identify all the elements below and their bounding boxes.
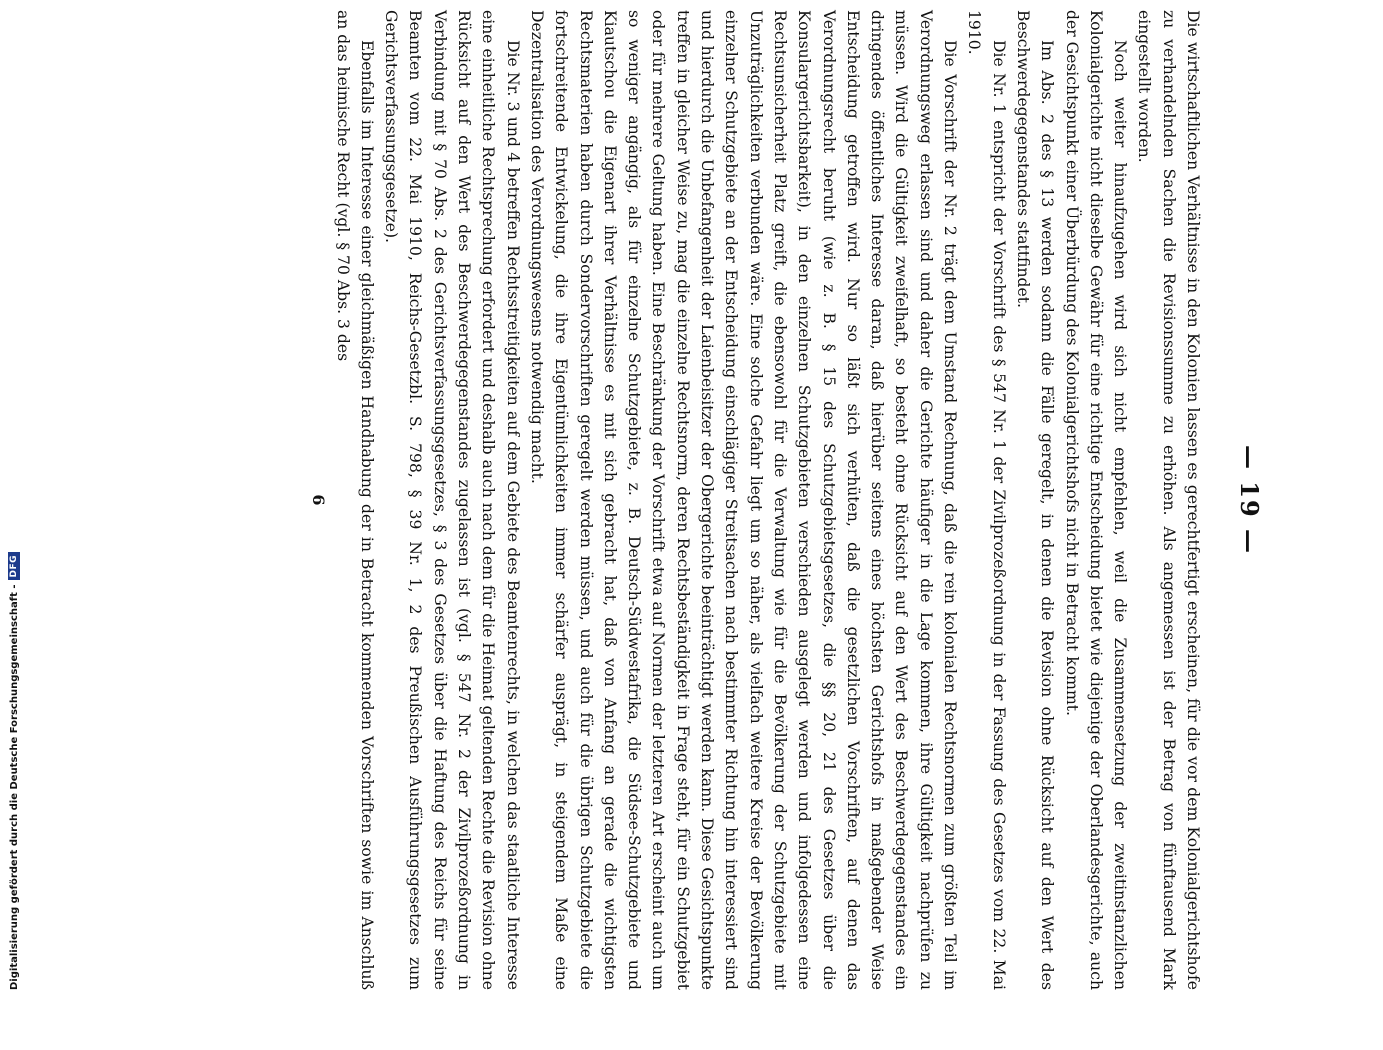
paragraph: Die Nr. 3 und 4 betreffen Rechtsstreitigkeiten auf dem Gebiete des Beamtenrechts, in welchen das staatliche Interesse eine einheitliche Rechtsprechung erfordert und deshalb auch nach dem für die Heimat geltenden Rechte die Revision ohne Rücksicht auf den Wert des Beschwerdegegenstandes zugelassen ist (vgl. § 547 Nr. 2 der Zivilprozeßordnung in Verbindung mit § 70 Abs. 2 des Gerichtsverfassungsgesetzes, § 3 des Gesetzes über die Haftung des Reichs für seine Beamten vom 22. Mai 1910, Reichs-Gesetzbl. S. 798, § 39 Nr. 1, 2 des Preußischen Ausführungsgesetzes zum Gerichtsverfassungsgesetze). xyxy=(382,10,522,990)
dfg-logo: DFG xyxy=(8,552,20,581)
scanned-page xyxy=(72,0,1310,1050)
paragraph: Die Nr. 1 entspricht der Vorschrift des § 547 Nr. 1 der Zivilprozeßordnung in der Fassung des Gesetzes vom 22. Mai 1910. xyxy=(965,10,1008,990)
credit-text: Digitalisierung gefördert durch die Deutsche Forschungsgemeinschaft - xyxy=(8,584,20,990)
paragraph: Die Vorschrift der Nr. 2 trägt dem Umstand Rechnung, daß die rein kolonialen Rechtsnormen zum größten Teil im Verordnungsweg erlassen sind und daher die Gerichte häufiger in die Lage kommen, ihre Gültigkeit nachprüfen zu müssen. Wird die Gültigkeit zweifelhaft, so besteht ohne Rücksicht auf den Wert des Beschwerdegegenstandes ein dringendes öffentliches Interesse daran, daß hierüber seitens eines höchsten Gerichtshofs in maßgebender Weise Entscheidung getroffen wird. Nur so läßt sich verhüten, daß die gesetzlichen Vorschriften, auf denen das Verordnungsrecht beruht (wie z. B. § 15 des Schutzgebietsgesetzes, die §§ 20, 21 des Gesetzes über die Konsulargerichtsbarkeit), in den einzelnen Schutzgebieten verschieden ausgelegt werden und infolgedessen eine Rechtsunsicherheit Platz greift, die ebensowohl für die Verwaltung wie für die Bevölkerung der Schutzgebiete mit Unzuträglichkeiten verbunden wäre. Eine solche Gefahr liegt um so näher, als vielfach weitere Kreise der Bevölkerung einzelner Schutzgebiete an der Entscheidung einschlägiger Streitsachen nach bestimmter Richtung hin interessiert sind und hierdurch die Unbefangenheit der Laienbeisitzer der Obergerichte beeinträchtigt werden kann. Diese Gesichtspunkte treffen in gleicher Weise zu, mag die einzelne Rechtsnorm, deren Rechtsbeständigkeit in Frage steht, für ein Schutzgebiet oder für mehrere Geltung haben. Eine Beschränkung der Vorschrift etwa auf Normen der letzteren Art erscheint auch um so weniger angängig, als für einzelne Schutzgebiete, z. B. Deutsch-Südwestafrika, die Südsee-Schutzgebiete und Kiautschou die Eigenart ihrer Verhältnisse es mit sich gebracht hat, daß von Anfang an gerade die wichtigsten Rechtsmaterien haben durch Sondervorschriften geregelt werden müssen, und auch für die übrigen Schutzgebiete die fortschreitende Entwickelung, die ihre Eigentümlichkeiten immer schärfer ausprägt, in steigendem Maße eine Dezentralisation des Verordnungswesens notwendig macht. xyxy=(527,10,960,990)
paragraph: Noch weiter hinaufzugehen wird sich nicht empfehlen, weil die Zusammensetzung der zweitinstanzlichen Kolonialgerichte nicht dieselbe Gewähr für eine richtige Entscheidung bietet wie diejenige der Oberlandesgerichte, auch der Gesichtspunkt einer Überbürdung des Kolonialgerichtshofs nicht in Betracht kommt. xyxy=(1062,10,1130,990)
paragraph: Die wirtschaftlichen Verhältnisse in den Kolonien lassen es gerechtfertigt erscheinen, für die vor dem Kolonialgerichtshofe zu verhandelnden Sachen die Revisionssumme zu erhöhen. Als angemessen ist der Betrag von fünftausend Mark eingestellt worden. xyxy=(1135,10,1202,990)
digitization-credit xyxy=(0,0,18,1000)
page-number: — 19 — xyxy=(1235,444,1264,556)
paragraph: Im Abs. 2 des § 13 werden sodann die Fälle geregelt, in denen die Revision ohne Rücksicht auf den Wert des Beschwerdegegenstandes stattfindet. xyxy=(1013,10,1057,990)
body-text xyxy=(330,10,1205,990)
signature-mark: 6 xyxy=(309,494,329,506)
paragraph: Ebenfalls im Interesse einer gleichmäßigen Handhabung der in Betracht kommenden Vorschriften sowie im Anschluß an das heimische Recht (vgl. § 70 Abs. 3 des xyxy=(333,10,376,990)
